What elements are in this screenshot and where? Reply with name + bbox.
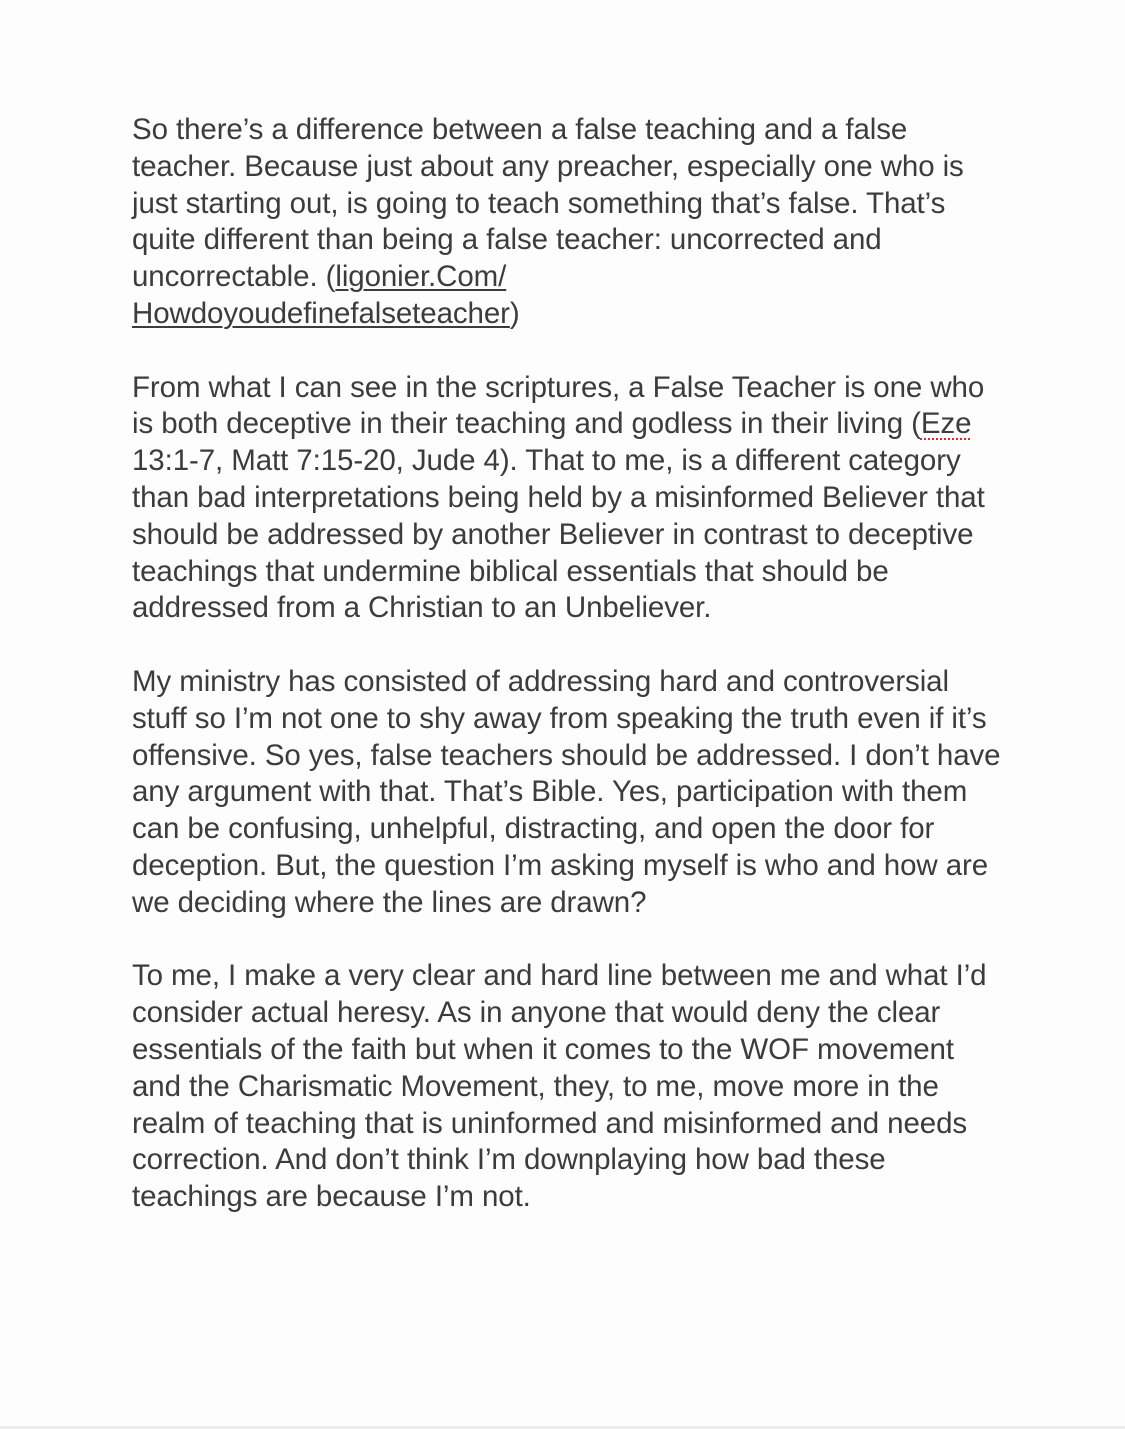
source-link-line-1[interactable]: ligonier.Com/ — [335, 260, 507, 294]
source-link-line-2[interactable]: Howdoyoudefinefalseteacher — [132, 296, 510, 330]
spellcheck-flagged-word[interactable]: Eze — [920, 407, 972, 441]
paragraph-1 — [132, 112, 1002, 333]
paragraph-4: To me, I make a very clear and hard line between me and what I’d consider actual heresy. As in anyone that would deny the clear essentials of the faith but when it comes to the WOF movement and the Charismatic Movement, they, to me, move more in the realm of teaching that is uninformed and misinformed and needs correction. And don’t think I’m downplaying how bad these teachings are because I’m not. — [132, 959, 987, 1214]
document-body — [132, 112, 1002, 1253]
paragraph-2 — [132, 370, 1002, 628]
paragraph-1-close: ) — [509, 296, 520, 330]
paragraph-3: My ministry has consisted of addressing hard and controversial stuff so I’m not one to shy away from speaking the truth even if it’s offensive. So yes, false teachers should be addressed. I don’t have any argument with that. That’s Bible. Yes, participation with them can be confusing, unhelpful, distracting, and open the door for deception. But, the question I’m asking myself is who and how are we deciding where the lines are drawn? — [132, 664, 1001, 919]
paragraph-2-before: From what I can see in the scriptures, a False Teacher is one who is both deceptive in their teaching and godless in their living ( — [132, 370, 985, 441]
paragraph-2-after: 13:1-7, Matt 7:15-20, Jude 4). That to me, is a different category than bad interpretations being held by a misinformed Believer that should be addressed by another Believer in contrast to deceptive teachings that undermine biblical essentials that should be addressed from a Christian to an Unbeliever. — [132, 444, 985, 625]
paragraph-1-text: So there’s a difference between a false teaching and a false teacher. Because just about any preacher, especially one who is just starting out, is going to teach something that’s false. That’s quite different than being a false teacher: uncorrected and uncorrectable. ( — [132, 113, 964, 294]
